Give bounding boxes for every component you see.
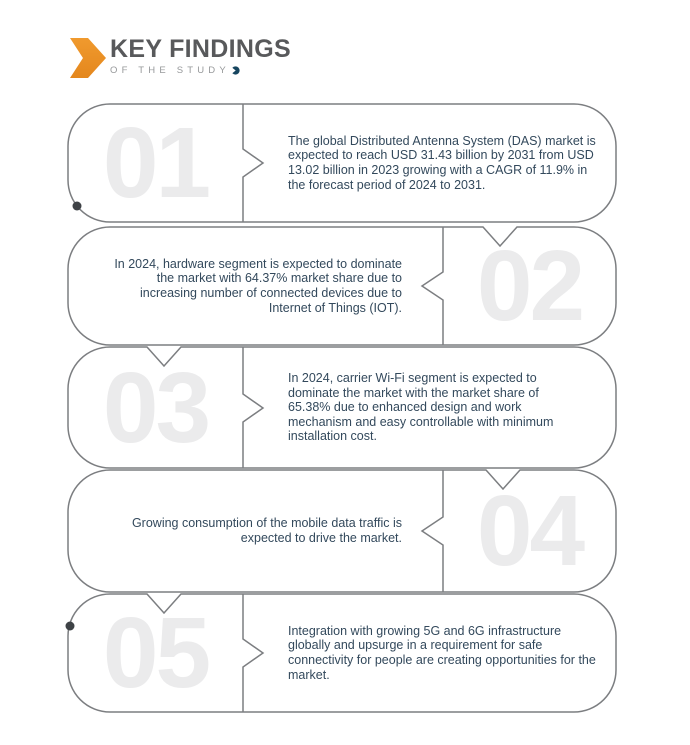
finding-text-4	[87, 470, 402, 592]
finding-text-4-content: Growing consumption of the mobile data traffic is expected to drive the market.	[131, 516, 402, 545]
finding-text-5	[288, 594, 603, 712]
finding-text-2-content: In 2024, hardware segment is expected to dominate the market with 64.37% market share due to increasing number of connected devices due to Internet of Things (IOT).	[114, 256, 402, 315]
finding-number-4: 04	[476, 475, 583, 587]
finding-number-2: 02	[476, 230, 583, 342]
finding-number-3: 03	[102, 351, 209, 464]
finding-text-3	[288, 347, 581, 468]
finding-text-5-content: Integration with growing 5G and 6G infrastructure globally and upsurge in a requirement for safe connectivity for people are creating opportunities for the market.	[288, 623, 596, 682]
page-title: KEY FINDINGS	[110, 35, 291, 63]
finding-number-5: 05	[102, 597, 209, 709]
finding-number-1: 01	[102, 107, 209, 219]
finding-text-1	[288, 104, 603, 222]
finding-text-3-content: In 2024, carrier Wi-Fi segment is expected to dominate the market with the market share of 65.38% due to enhanced design and work mechanism and easy controllable with minimum installation cost.	[288, 371, 554, 444]
finding-text-2	[112, 227, 402, 345]
page-subtitle: OF THE STUDY	[110, 65, 230, 76]
finding-text-1-content: The global Distributed Antenna System (DAS) market is expected to reach USD 31.43 billion by 2031 from USD 13.02 billion in 2023 growing with a CAGR of 11.9% in the forecast period of 2024 to 2031.	[288, 133, 596, 192]
